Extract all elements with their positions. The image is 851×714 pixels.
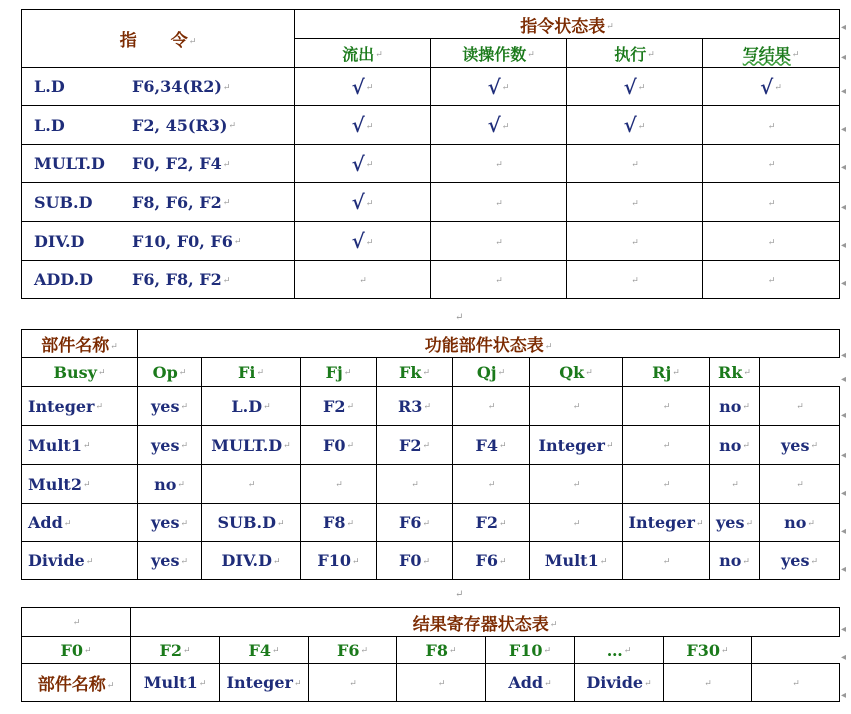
fu-cell: F0↵ (377, 542, 453, 580)
instruction-row (22, 145, 840, 183)
fu-header: Qk↵ (530, 358, 623, 387)
register-header: F8↵ (397, 637, 486, 664)
fu-name: Mult1↵ (22, 426, 138, 465)
stage-mark: ↵ (567, 222, 703, 261)
register-value-row (22, 664, 840, 702)
stage-mark: √↵ (703, 68, 840, 106)
fu-header: Fk↵ (377, 358, 453, 387)
instruction-row (22, 68, 840, 106)
instruction-opcode: MULT.D (34, 154, 105, 173)
register-value: Mult1↵ (131, 664, 220, 702)
result-register-status-table (21, 607, 840, 702)
fu-header: Op↵ (138, 358, 202, 387)
stage-mark: ↵ (431, 145, 567, 183)
fu-name: Integer↵ (22, 387, 138, 426)
instruction-row (22, 183, 840, 222)
side-marker: ◂ (841, 410, 847, 421)
stage-mark: √↵ (295, 222, 431, 261)
fu-cell: yes↵ (760, 542, 840, 580)
fu-cell: ↵ (530, 465, 623, 504)
register-header: F30↵ (664, 637, 752, 664)
side-marker: ◂ (841, 22, 847, 33)
register-header: F2↵ (131, 637, 220, 664)
fu-cell: F8↵ (301, 504, 377, 542)
register-header-row (22, 637, 840, 664)
side-marker: ◂ (841, 278, 847, 289)
stage-mark: √↵ (295, 145, 431, 183)
fu-cell: DIV.D↵ (202, 542, 301, 580)
side-marker: ◂ (841, 86, 847, 97)
fu-cell: no↵ (710, 426, 760, 465)
side-marker: ◂ (841, 624, 847, 635)
stage-mark: ↵ (567, 183, 703, 222)
fu-status-title: 功能部件状态表↵ (138, 330, 840, 358)
side-marker: ◂ (841, 450, 847, 461)
side-marker: ◂ (841, 526, 847, 537)
fu-header: Rk↵ (710, 358, 760, 387)
instruction-cell: MULT.D F0, F2, F4↵ (22, 145, 295, 183)
fu-cell: no↵ (710, 387, 760, 426)
stage-mark: ↵ (703, 222, 840, 261)
register-value: ↵ (397, 664, 486, 702)
fu-cell: yes↵ (138, 387, 202, 426)
fu-cell: F2↵ (377, 426, 453, 465)
instruction-row (22, 261, 840, 299)
fu-cell: F10↵ (301, 542, 377, 580)
fu-cell: ↵ (530, 504, 623, 542)
fu-cell: F6↵ (453, 542, 530, 580)
fu-name: Mult2↵ (22, 465, 138, 504)
fu-cell: ↵ (623, 465, 710, 504)
stage-mark: ↵ (703, 183, 840, 222)
instruction-cell: L.D F6,34(R2)↵ (22, 68, 295, 106)
fu-cell: ↵ (623, 387, 710, 426)
stage-header: 执行↵ (567, 39, 703, 68)
paragraph-mark: ↵ (455, 589, 464, 600)
corner-cell: ↵ (22, 608, 131, 637)
stage-mark: ↵ (703, 145, 840, 183)
fu-cell: Integer↵ (623, 504, 710, 542)
side-marker: ◂ (841, 690, 847, 701)
fu-cell: F0↵ (301, 426, 377, 465)
side-marker: ◂ (841, 652, 847, 663)
side-marker: ◂ (841, 488, 847, 499)
side-marker: ◂ (841, 350, 847, 361)
functional-unit-status-table (21, 329, 840, 580)
side-marker: ◂ (841, 202, 847, 213)
stage-header: 流出↵ (295, 39, 431, 68)
instruction-opcode: ADD.D (34, 270, 94, 289)
register-header: F10↵ (486, 637, 575, 664)
fu-cell: ↵ (377, 465, 453, 504)
register-value: ↵ (664, 664, 752, 702)
side-marker: ◂ (841, 240, 847, 251)
paragraph-mark: ↵ (455, 312, 464, 323)
fu-cell: no↵ (138, 465, 202, 504)
fu-cell: ↵ (453, 387, 530, 426)
fu-row (22, 504, 840, 542)
stage-mark: √↵ (431, 106, 567, 145)
fu-row (22, 426, 840, 465)
instruction-status-table (21, 9, 840, 299)
instruction-cell: SUB.D F8, F6, F2↵ (22, 183, 295, 222)
stage-mark: √↵ (431, 68, 567, 106)
fu-cell: Mult1↵ (530, 542, 623, 580)
instruction-col-title: 指 令↵ (22, 10, 295, 68)
stage-mark: ↵ (703, 261, 840, 299)
instruction-operands: F6, F8, F2 (132, 270, 222, 289)
instruction-operands: F6,34(R2) (132, 77, 222, 96)
stage-mark: √↵ (295, 183, 431, 222)
fu-header: Fi↵ (202, 358, 301, 387)
instruction-row (22, 106, 840, 145)
fu-cell: R3↵ (377, 387, 453, 426)
stage-mark: ↵ (431, 183, 567, 222)
side-marker: ◂ (841, 162, 847, 173)
instruction-row (22, 222, 840, 261)
fu-cell: yes↵ (138, 426, 202, 465)
stage-mark: ↵ (431, 261, 567, 299)
register-value: ↵ (752, 664, 840, 702)
fu-cell: L.D↵ (202, 387, 301, 426)
fu-cell: yes↵ (760, 426, 840, 465)
fu-cell: ↵ (530, 387, 623, 426)
fu-cell: yes↵ (710, 504, 760, 542)
instruction-operands: F2, 45(R3) (132, 115, 228, 135)
register-header: …↵ (575, 637, 664, 664)
fu-cell: Integer↵ (530, 426, 623, 465)
fu-cell: ↵ (623, 542, 710, 580)
fu-cell: MULT.D↵ (202, 426, 301, 465)
instruction-operands: F10, F0, F6 (132, 231, 233, 251)
fu-cell: F2↵ (301, 387, 377, 426)
fu-cell: ↵ (760, 387, 840, 426)
stage-mark: √↵ (567, 68, 703, 106)
fu-header: Fj↵ (301, 358, 377, 387)
instruction-opcode: DIV.D (34, 231, 85, 251)
instruction-opcode: SUB.D (34, 192, 93, 212)
register-value: ↵ (309, 664, 397, 702)
stage-mark: ↵ (567, 261, 703, 299)
fu-row (22, 465, 840, 504)
instruction-status-title: 指令状态表↵ (295, 10, 840, 39)
stage-mark: ↵ (703, 106, 840, 145)
fu-cell: ↵ (710, 465, 760, 504)
result-status-title: 结果寄存器状态表↵ (131, 608, 840, 637)
fu-cell: yes↵ (138, 504, 202, 542)
register-header: F0↵ (22, 637, 131, 664)
side-marker: ◂ (841, 124, 847, 135)
stage-mark: ↵ (431, 222, 567, 261)
fu-header: Busy↵ (22, 358, 138, 387)
instruction-cell: DIV.D F10, F0, F6↵ (22, 222, 295, 261)
side-marker: ◂ (841, 564, 847, 575)
register-header: F4↵ (220, 637, 309, 664)
fu-cell: F4↵ (453, 426, 530, 465)
fu-col-title: 部件名称↵ (22, 330, 138, 358)
fu-cell: SUB.D↵ (202, 504, 301, 542)
instruction-operands: F0, F2, F4 (132, 154, 222, 173)
stage-header: 读操作数↵ (431, 39, 567, 68)
fu-row (22, 542, 840, 580)
fu-name: Divide↵ (22, 542, 138, 580)
instruction-cell: L.D F2, 45(R3)↵ (22, 106, 295, 145)
fu-cell: no↵ (760, 504, 840, 542)
stage-mark: ↵ (567, 145, 703, 183)
side-marker: ◂ (841, 374, 847, 385)
fu-cell: ↵ (453, 465, 530, 504)
fu-header: Rj↵ (623, 358, 710, 387)
register-value: Add↵ (486, 664, 575, 702)
stage-header: 写结果↵ (703, 39, 840, 68)
fu-cell: ↵ (760, 465, 840, 504)
fu-cell: yes↵ (138, 542, 202, 580)
fu-cell: ↵ (301, 465, 377, 504)
fu-cell: ↵ (623, 426, 710, 465)
fu-header: Qj↵ (453, 358, 530, 387)
fu-row (22, 387, 840, 426)
side-marker: ◂ (841, 52, 847, 63)
fu-cell: no↵ (710, 542, 760, 580)
fu-header-row (22, 358, 840, 387)
stage-mark: √↵ (295, 68, 431, 106)
instruction-opcode: L.D (34, 77, 65, 96)
fu-cell: F2↵ (453, 504, 530, 542)
register-row-label: 部件名称↵ (22, 664, 131, 702)
stage-mark: √↵ (295, 106, 431, 145)
register-value: Divide↵ (575, 664, 664, 702)
fu-cell: F6↵ (377, 504, 453, 542)
stage-mark: √↵ (567, 106, 703, 145)
fu-cell: ↵ (202, 465, 301, 504)
stage-mark: ↵ (295, 261, 431, 299)
instruction-cell: ADD.D F6, F8, F2↵ (22, 261, 295, 299)
fu-name: Add↵ (22, 504, 138, 542)
instruction-opcode: L.D (34, 115, 65, 135)
register-header: F6↵ (309, 637, 397, 664)
register-value: Integer↵ (220, 664, 309, 702)
instruction-operands: F8, F6, F2 (132, 192, 222, 212)
